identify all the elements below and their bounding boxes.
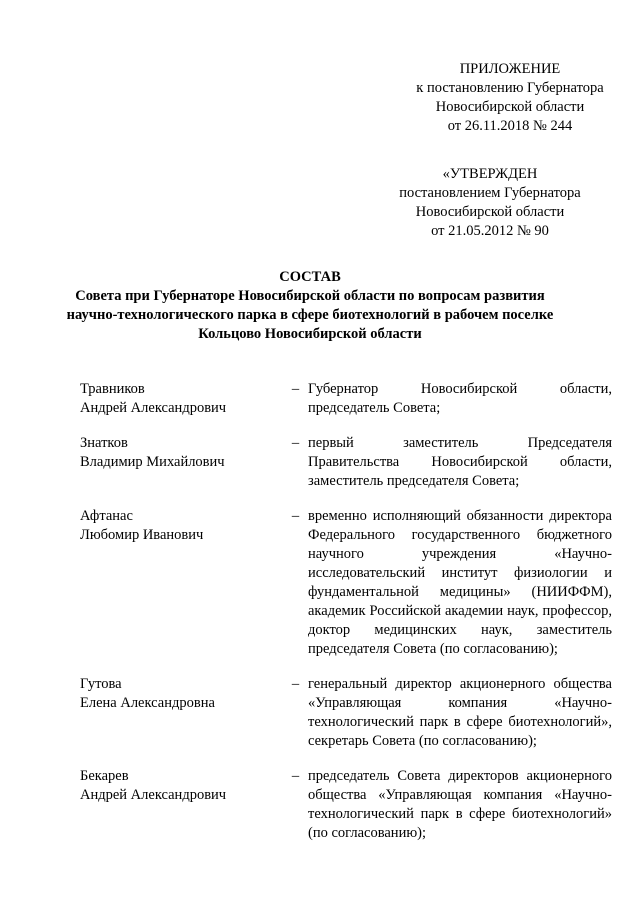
member-dash: –: [291, 676, 300, 692]
appendix-line-3: от 26.11.2018 № 244: [447, 118, 573, 134]
document-title: СОСТАВ: [279, 269, 341, 285]
member-role: генеральный директор акционерного общества «Управляющая компания «Научно-технологический парк в сфере биотехнологий», секретарь Совета (по согласованию);: [308, 676, 612, 749]
member-role: первый заместитель Председателя Правительства Новосибирской области, заместитель председателя Совета;: [308, 435, 612, 489]
member-role: временно исполняющий обязанности директора Федерального государственного бюджетного научного учреждения «Научно-исследовательский институт физиологии и фундаментальной медицины» (НИИФФМ), академик Российской академии наук, профессор, доктор медицинских наук, заместитель председателя Совета (по согласованию);: [308, 508, 612, 657]
member-dash: –: [291, 508, 300, 524]
member-name: [80, 507, 283, 545]
approved-label: «УТВЕРЖДЕН: [442, 166, 538, 182]
approved-line-1: постановлением Губернатора: [399, 185, 581, 201]
member-name: [80, 434, 283, 472]
appendix-line-2: Новосибирской области: [435, 99, 585, 115]
member-dash: –: [291, 381, 300, 397]
member-row: [80, 380, 612, 418]
member-row: [80, 434, 612, 491]
member-given-names: Любомир Иванович: [80, 527, 204, 543]
member-row: [80, 675, 612, 751]
member-name: [80, 675, 283, 713]
member-surname: Гутова: [80, 676, 122, 692]
member-dash: –: [291, 435, 300, 451]
member-name: [80, 380, 283, 418]
document-subtitle: Совета при Губернаторе Новосибирской области по вопросам развития научно-технологического парка в сфере биотехнологий в рабочем поселке Кольцово Новосибирской области: [66, 288, 554, 342]
member-name: [80, 767, 283, 805]
member-role: председатель Совета директоров акционерного общества «Управляющая компания «Научно-технологический парк в сфере биотехнологий» (по согласованию);: [308, 768, 612, 841]
member-given-names: Владимир Михайлович: [80, 454, 225, 470]
appendix-header: [390, 60, 630, 136]
member-given-names: Андрей Александрович: [80, 787, 227, 803]
member-given-names: Елена Александровна: [80, 695, 215, 711]
approved-header: [370, 165, 610, 241]
member-dash: –: [291, 768, 300, 784]
approved-line-2: Новосибирской области: [415, 204, 565, 220]
member-row: [80, 767, 612, 843]
member-surname: Афтанас: [80, 508, 133, 524]
approved-line-3: от 21.05.2012 № 90: [431, 223, 549, 239]
members-list: [80, 380, 612, 859]
member-role: Губернатор Новосибирской области, председатель Совета;: [308, 381, 612, 416]
appendix-line-1: к постановлению Губернатора: [416, 80, 604, 96]
member-given-names: Андрей Александрович: [80, 400, 227, 416]
document-title-block: [60, 268, 560, 344]
member-surname: Травников: [80, 381, 145, 397]
member-surname: Бекарев: [80, 768, 129, 784]
member-row: [80, 507, 612, 659]
member-surname: Знатков: [80, 435, 128, 451]
appendix-label: ПРИЛОЖЕНИЕ: [459, 61, 561, 77]
